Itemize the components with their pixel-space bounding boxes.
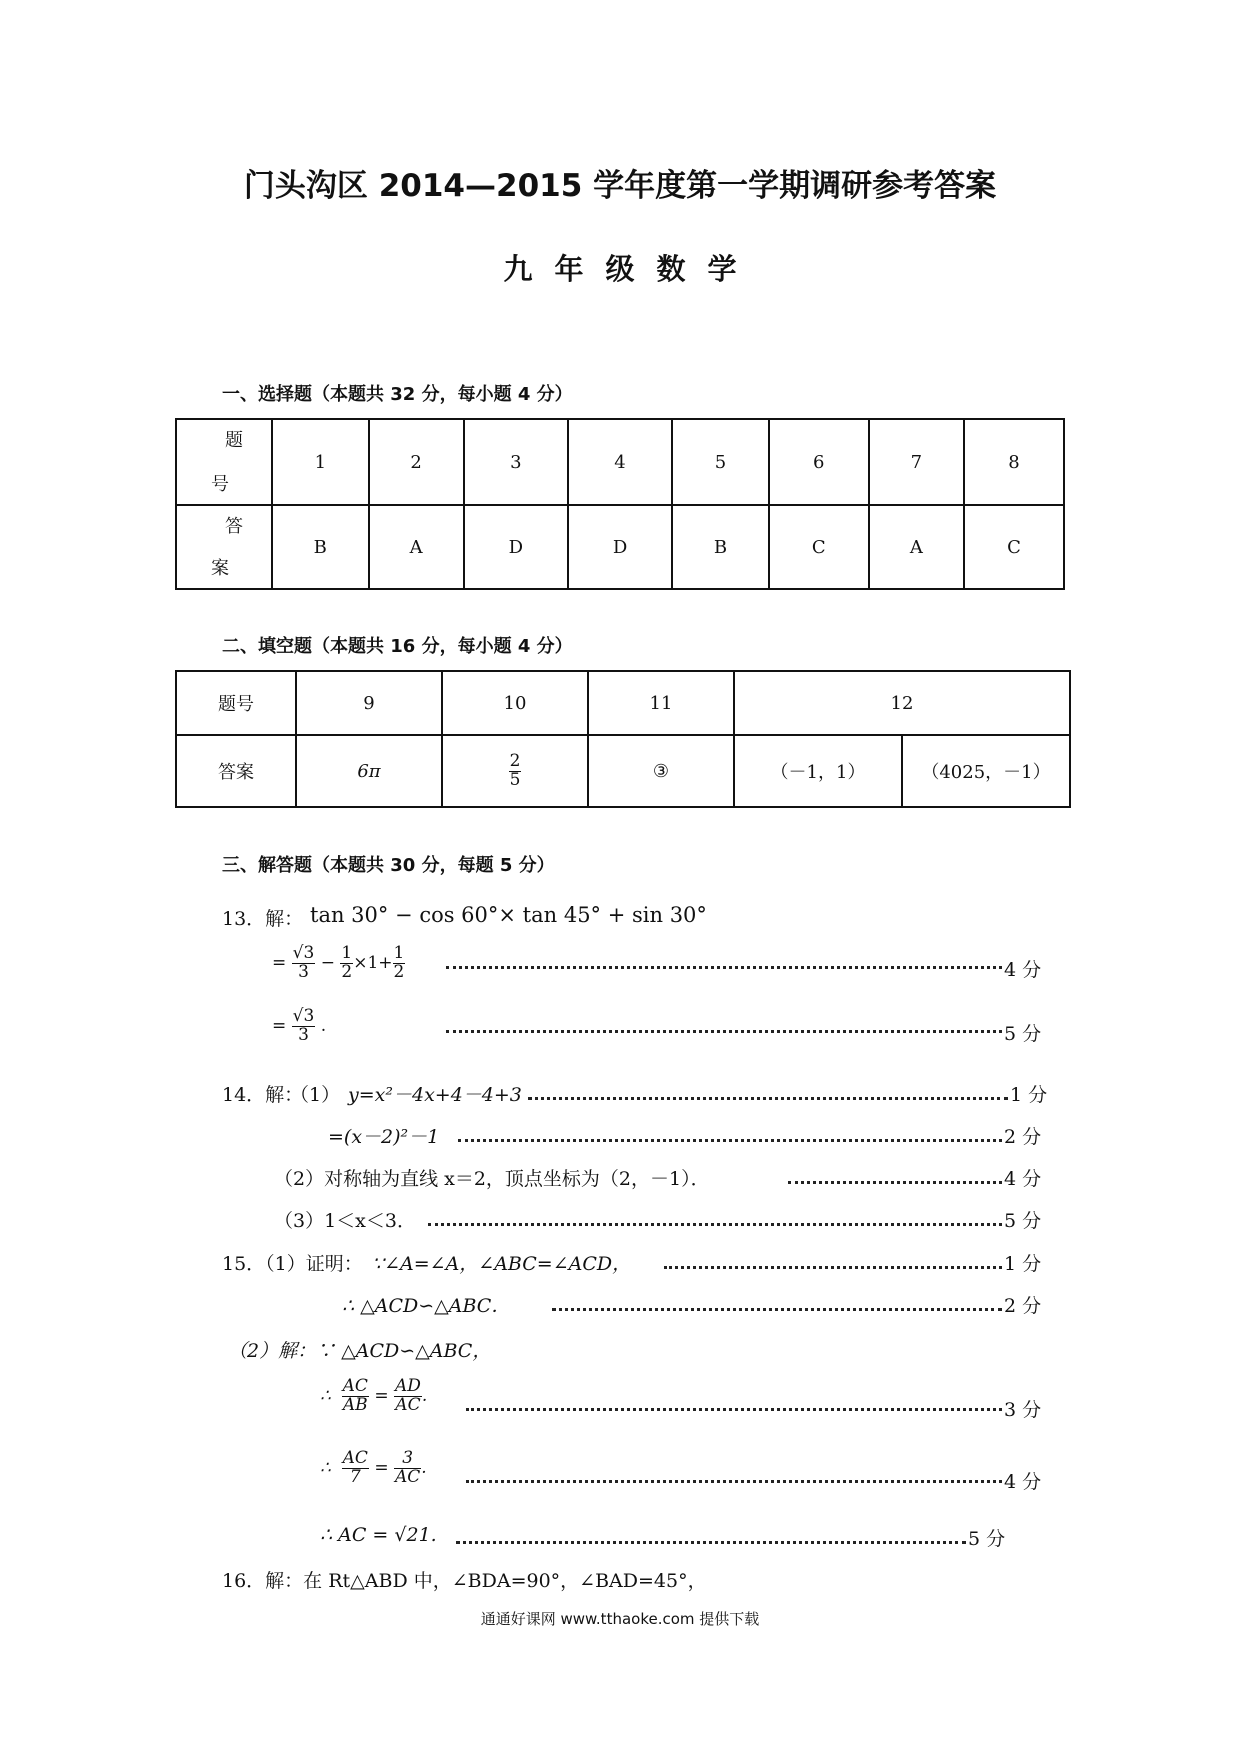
q13-points-1: 4 分 <box>1004 959 1042 981</box>
choice-number-3: 3 <box>464 419 568 505</box>
dot-leader <box>466 1480 1002 1483</box>
dot-leader <box>446 966 1002 969</box>
q14-line2: =(x－2)²－1 <box>328 1126 440 1148</box>
fill-answer-10 <box>442 735 588 807</box>
q14-points-1: 1 分 <box>1010 1084 1048 1106</box>
choice-answer-1: B <box>272 505 369 589</box>
choice-row-header-number: 题 号 <box>176 419 272 505</box>
q13-step1: = $\frac{√3}{3}$ − $\frac{1}{2}$ ×1+ $\frac{1}{2}$ <box>272 943 405 982</box>
choice-answer-8: C <box>964 505 1064 589</box>
dot-leader <box>466 1408 1002 1411</box>
fill-row-header-number: 题号 <box>176 671 296 735</box>
q16-line1: 16．解：在 Rt△ABD 中，∠BDA=90°，∠BAD=45°， <box>222 1570 707 1592</box>
choice-number-4: 4 <box>568 419 672 505</box>
section3-heading: 三、解答题（本题共 30 分，每题 5 分） <box>222 855 555 876</box>
choice-row-header-answer: 答 案 <box>176 505 272 589</box>
q15-points-3: 3 分 <box>1004 1399 1042 1421</box>
fill-answer-11: ③ <box>588 735 734 807</box>
choice-number-5: 5 <box>672 419 769 505</box>
choice-answer-6: C <box>769 505 869 589</box>
choice-number-1: 1 <box>272 419 369 505</box>
q15-line1: ∵∠A=∠A，∠ABC=∠ACD， <box>372 1253 632 1275</box>
dot-leader <box>552 1308 1002 1311</box>
page-subtitle: 九年级数学 <box>503 252 759 286</box>
q13-expression: tan 30° − cos 60°× tan 45° + sin 30° <box>310 903 707 927</box>
fill-answer-12b: （4025，－1） <box>902 735 1070 807</box>
q14-line4: （3）1＜x＜3． <box>274 1210 416 1232</box>
fill-answer-9: 6π <box>296 735 442 807</box>
q13-points-2: 5 分 <box>1004 1023 1042 1045</box>
footer-source: 通通好课网 www.tthaoke.com 提供下载 <box>480 1610 760 1628</box>
section1-heading: 一、选择题（本题共 32 分，每小题 4 分） <box>222 384 573 405</box>
q14-points-2: 2 分 <box>1004 1126 1042 1148</box>
fraction: $\frac{2}{5}$ <box>509 750 521 790</box>
q15-line4: ∴ $\frac{AC}{AB}$ = $\frac{AD}{AC}$ . <box>320 1376 428 1415</box>
fill-answer-12a: （－1，1） <box>734 735 902 807</box>
dot-leader <box>458 1139 1002 1142</box>
q15-line5: ∴ $\frac{AC}{7}$ = $\frac{3}{AC}$ . <box>320 1448 427 1487</box>
section2-heading: 二、填空题（本题共 16 分，每小题 4 分） <box>222 636 573 657</box>
q15-points-2: 2 分 <box>1004 1295 1042 1317</box>
choice-answer-table <box>175 418 1065 590</box>
fill-answer-table <box>175 670 1071 808</box>
fill-row-header-answer: 答案 <box>176 735 296 807</box>
dot-leader <box>788 1181 1002 1184</box>
dot-leader <box>446 1030 1002 1033</box>
choice-answer-5: B <box>672 505 769 589</box>
q15-points-4: 4 分 <box>1004 1471 1042 1493</box>
q14-points-3: 4 分 <box>1004 1168 1042 1190</box>
choice-number-2: 2 <box>369 419 464 505</box>
q14-line1: y=x²－4x+4－4+3 <box>348 1084 522 1106</box>
q15-line3: （2）解：∵ △ACD∽△ABC， <box>228 1340 492 1362</box>
q15-line2: ∴ △ACD∽△ABC． <box>342 1295 511 1317</box>
q14-points-4: 5 分 <box>1004 1210 1042 1232</box>
q15-line6: ∴ AC = √21. <box>320 1524 437 1546</box>
dot-leader <box>456 1541 966 1544</box>
dot-leader <box>664 1266 1002 1269</box>
choice-answer-4: D <box>568 505 672 589</box>
fill-number-10: 10 <box>442 671 588 735</box>
q14-line3: （2）对称轴为直线 x＝2，顶点坐标为（2，－1）． <box>274 1168 710 1190</box>
choice-number-8: 8 <box>964 419 1064 505</box>
page-title: 门头沟区 2014—2015 学年度第一学期调研参考答案 <box>243 168 997 204</box>
q15-points-1: 1 分 <box>1004 1253 1042 1275</box>
dot-leader <box>428 1223 1002 1226</box>
q13-label: 13．解： <box>222 908 304 930</box>
fill-number-9: 9 <box>296 671 442 735</box>
fill-number-11: 11 <box>588 671 734 735</box>
choice-answer-3: D <box>464 505 568 589</box>
q15-points-6: 5 分 <box>968 1528 1006 1550</box>
q15-label: 15．（1）证明： <box>222 1253 363 1275</box>
q13-step2: = $\frac{√3}{3}$ . <box>272 1006 327 1045</box>
dot-leader <box>528 1097 1008 1100</box>
q14-part1-prefix: （1） <box>290 1084 341 1106</box>
choice-number-7: 7 <box>869 419 964 505</box>
q14-label: 14．解： <box>222 1084 304 1106</box>
choice-answer-7: A <box>869 505 964 589</box>
choice-answer-2: A <box>369 505 464 589</box>
fill-number-12: 12 <box>734 671 1070 735</box>
choice-number-6: 6 <box>769 419 869 505</box>
